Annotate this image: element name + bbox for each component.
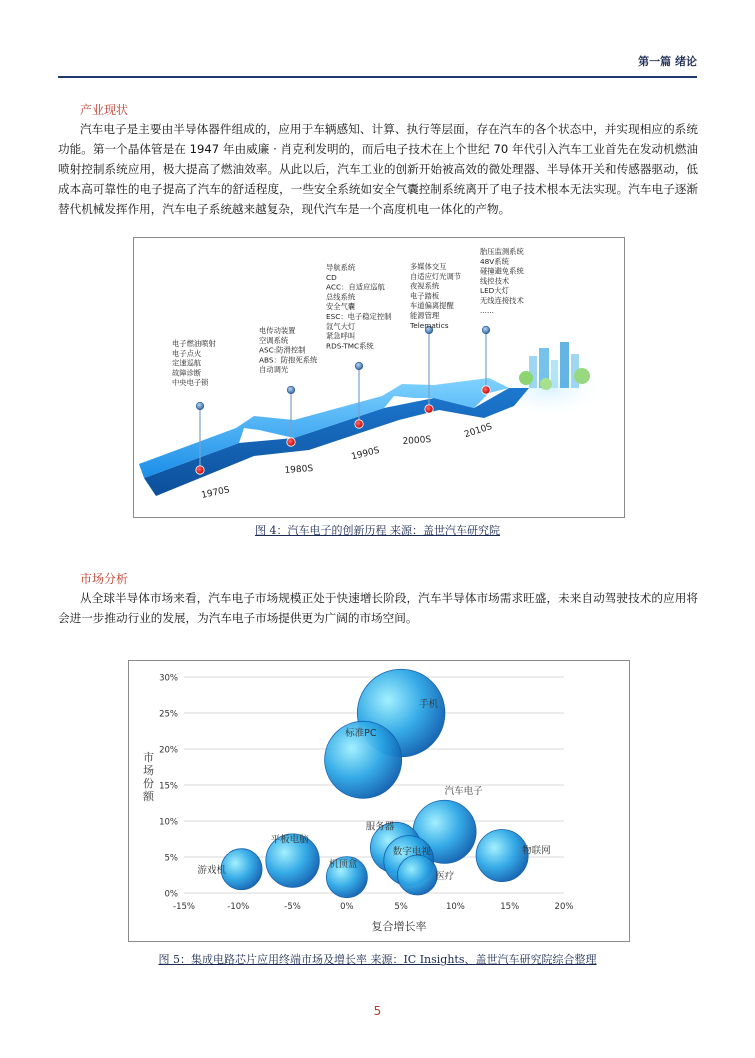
- decade-label: 1980S: [284, 464, 314, 476]
- milestone-item: 电子点火: [172, 348, 202, 358]
- milestone-item: LED大灯: [480, 286, 509, 296]
- x-tick-label: -15%: [173, 902, 195, 912]
- y-tick-label: 15%: [159, 781, 178, 792]
- decade-label: 1970S: [200, 485, 231, 501]
- bubble-物联网: [476, 830, 528, 882]
- bubble-chart: [129, 661, 629, 941]
- milestone-item: 车道偏离提醒: [410, 301, 454, 311]
- decade-label: 2000S: [402, 435, 432, 447]
- milestone-item: 导航系统: [326, 263, 356, 272]
- milestone-item: RDS-TMC系统: [326, 341, 374, 351]
- figure-4-caption: 图 4：汽车电子的创新历程 来源：盖世汽车研究院: [255, 524, 500, 537]
- timeline-dot-icon: [287, 438, 295, 446]
- figure-5-frame: [128, 660, 630, 942]
- milestone-item: ......: [480, 305, 494, 315]
- milestone-item: 无线连接技术: [480, 296, 524, 305]
- milestone-item: 电传动装置: [259, 326, 296, 335]
- bubble-label: 手机: [419, 699, 439, 710]
- timeline-dot-icon: [355, 420, 363, 428]
- milestone-item: ACC：自适应巡航: [326, 282, 385, 292]
- milestone-item: 电子燃油喷射: [172, 339, 216, 348]
- milestone-item: 故障诊断: [172, 368, 202, 378]
- bubble-游戏机: [221, 849, 262, 890]
- milestone-item: 电子踏板: [410, 291, 440, 301]
- bubble-label: 物联网: [522, 845, 551, 857]
- milestone-item: 线控技术: [480, 276, 510, 286]
- y-axis-title: 市场份额: [143, 751, 154, 803]
- x-tick-label: 20%: [554, 902, 574, 912]
- y-tick-label: 0%: [164, 889, 178, 900]
- y-tick-label: 30%: [159, 673, 178, 684]
- milestone-item: 自适应灯光调节: [410, 271, 462, 281]
- y-tick-label: 20%: [159, 745, 178, 756]
- milestone-item: 48V系统: [480, 256, 509, 266]
- x-tick-label: 5%: [394, 902, 408, 912]
- bubble-label: 游戏机: [197, 865, 227, 877]
- milestone-item: ESC：电子稳定控制: [326, 312, 392, 321]
- milestone-item: 安全气囊: [326, 302, 356, 312]
- milestone-item: 能源管理: [410, 311, 440, 320]
- milestone-item: 中央电子锁: [172, 378, 209, 388]
- milestone-pin-icon: [196, 402, 204, 410]
- milestone-item: CD: [326, 272, 337, 282]
- milestone-item: ABS：防抱死系统: [259, 355, 318, 365]
- section-title-industry-status: 产业现状: [80, 103, 129, 117]
- paragraph-industry-status: 汽车电子是主要由半导体器件组成的，应用于车辆感知、计算、执行等层面，存在汽车的各个状态中，并实现相应的系统功能。第一个晶体管是在 1947 年由威廉 · 肖克利发明的，而后电子技术在上个世纪 70 年代引入汽车工业首先在发动机燃油喷射控制系统应用，极大提高了燃油效率。从此以后，汽车工业的创新开始被高效的微处理器、半导体开关和传感器驱动，低成本高可靠性的电子提高了汽车的舒适程度，一些安全系统如安全气囊控制系统离开了电子技术根本无法实现。汽车电子逐渐替代机械发挥作用，汽车电子系统越来越复杂，现代汽车是一个高度机电一体化的产物。: [58, 122, 698, 216]
- innovation-timeline: [134, 238, 624, 517]
- figure-4-frame: [133, 237, 625, 518]
- milestone-item: 胎压监测系统: [480, 247, 524, 256]
- figure-5-caption: 图 5：集成电路芯片应用终端市场及增长率 来源：IC Insights、盖世汽车研究院综合整理: [158, 953, 597, 966]
- milestone-item: 碰撞避免系统: [480, 266, 524, 276]
- timeline-dot-icon: [196, 466, 204, 474]
- bubble-医疗: [397, 855, 437, 895]
- decade-label: 2010S: [463, 421, 494, 441]
- x-tick-label: 10%: [445, 902, 465, 912]
- bubble-label: 标准PC: [345, 727, 377, 739]
- x-axis-title: 复合增长率: [371, 920, 427, 933]
- x-tick-label: -10%: [227, 902, 250, 912]
- bubble-label: 服务器: [365, 821, 395, 833]
- milestone-item: 多媒体交互: [410, 262, 447, 271]
- bubble-label: 平板电脑: [270, 834, 309, 846]
- milestone-item: Telematics: [410, 320, 449, 330]
- bubble-label: 数字电视: [392, 846, 431, 858]
- y-tick-label: 5%: [164, 853, 178, 864]
- timeline-dot-icon: [425, 405, 433, 413]
- y-tick-label: 25%: [159, 709, 178, 720]
- bubble-label: 机顶盒: [328, 859, 358, 871]
- decade-label: 1990S: [350, 445, 381, 463]
- milestone-item: 空调系统: [259, 335, 289, 345]
- paragraph-market-analysis: 从全球半导体市场来看，汽车电子市场规模正处于快速增长阶段，汽车半导体市场需求旺盛，未来自动驾驶技术的应用将会进一步推动行业的发展，为汽车电子市场提供更为广阔的市场空间。: [58, 591, 698, 625]
- milestone-item: 总线系统: [326, 292, 356, 302]
- milestone-item: 定速巡航: [172, 358, 202, 368]
- milestone-item: 自动调光: [259, 365, 289, 375]
- x-tick-label: 15%: [500, 902, 520, 912]
- bubble-label: 汽车电子: [444, 785, 483, 797]
- milestone-item: 氙气大灯: [326, 321, 356, 331]
- running-head: 第一篇 绪论: [638, 55, 697, 68]
- milestone-2000s: [402, 262, 461, 447]
- header-rule: [58, 76, 697, 78]
- milestone-item: ASC:防滑控制: [259, 345, 306, 355]
- milestone-item: 夜视系统: [410, 281, 440, 291]
- y-tick-label: 10%: [159, 817, 178, 828]
- milestone-pin-icon: [355, 362, 363, 370]
- milestone-pin-icon: [287, 386, 295, 394]
- milestone-item: 紧急呼叫: [326, 331, 356, 341]
- x-tick-label: -5%: [284, 902, 301, 912]
- x-tick-label: 0%: [340, 902, 354, 912]
- page-number: 5: [373, 1004, 382, 1018]
- timeline-dot-icon: [482, 386, 490, 394]
- milestone-pin-icon: [482, 326, 490, 334]
- section-title-market-analysis: 市场分析: [80, 572, 129, 586]
- bubble-label: 医疗: [435, 871, 455, 882]
